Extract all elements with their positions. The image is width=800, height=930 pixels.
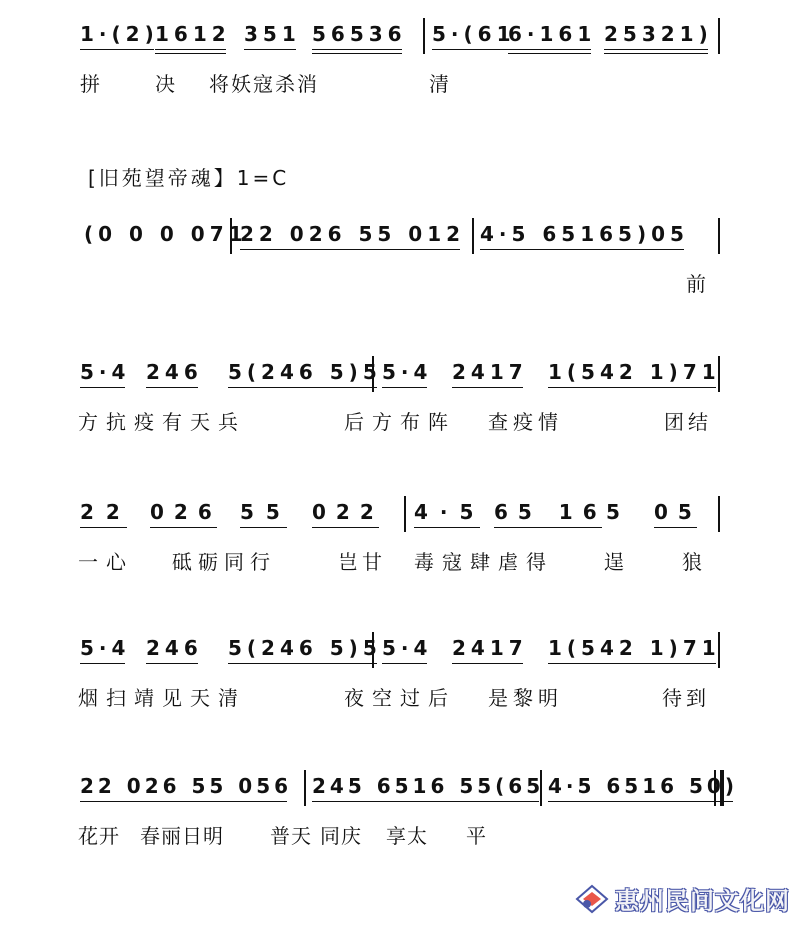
bar-line bbox=[718, 218, 720, 254]
lyric: 一心 bbox=[78, 550, 134, 574]
lyric: 享太 bbox=[386, 824, 428, 848]
lyric: 岂甘 bbox=[338, 550, 386, 574]
note-group: 026 bbox=[150, 500, 222, 524]
site-watermark bbox=[575, 881, 790, 916]
final-bar-thin bbox=[714, 770, 716, 806]
lyric: 花开 bbox=[78, 824, 120, 848]
note-group: 4·5 65165)05 bbox=[480, 222, 689, 246]
note-group: (0 0 0 071 bbox=[84, 222, 248, 246]
note-group: 5·4 bbox=[382, 360, 432, 384]
note-group: 2417 bbox=[452, 636, 528, 660]
bar-line bbox=[372, 632, 374, 668]
note-group: 4·5 bbox=[414, 500, 485, 524]
note-group: 05 bbox=[654, 500, 702, 524]
note-group: 56536 bbox=[312, 22, 407, 46]
notes-row bbox=[0, 222, 800, 258]
note-group: 4·5 6516 50) bbox=[548, 774, 738, 798]
lyric: 待到 bbox=[662, 686, 710, 710]
notes-row bbox=[0, 22, 800, 58]
note-group: 22 026 55 012 bbox=[240, 222, 465, 246]
note-group: 65 16 bbox=[494, 500, 607, 524]
note-group: 5(246 5)5 bbox=[228, 360, 382, 384]
bar-line bbox=[718, 18, 720, 54]
lyric: 方抗疫有天兵 bbox=[78, 410, 246, 434]
note-group: 2417 bbox=[452, 360, 528, 384]
lyric: 逞 bbox=[604, 550, 628, 574]
bar-line bbox=[304, 770, 306, 806]
lyric: 前 bbox=[686, 272, 710, 296]
lyric: 清 bbox=[429, 72, 453, 96]
note-group: 5·4 bbox=[80, 360, 130, 384]
note-group: 5·(61 bbox=[432, 22, 516, 46]
note-group: 5·4 bbox=[382, 636, 432, 660]
bar-line bbox=[718, 356, 720, 392]
lyric: 查疫情 bbox=[488, 410, 563, 434]
note-group: 1·(2) bbox=[80, 22, 159, 46]
bar-line bbox=[540, 770, 542, 806]
lyric: 决 bbox=[155, 72, 179, 96]
lyric: 烟扫靖见天清 bbox=[78, 686, 246, 710]
lyric: 平 bbox=[466, 824, 490, 848]
hzmjwh-logo-icon bbox=[575, 884, 609, 914]
bar-line bbox=[423, 18, 425, 54]
lyric: 狼 bbox=[682, 550, 706, 574]
bar-line bbox=[718, 632, 720, 668]
lyric: 春丽日明 bbox=[140, 824, 224, 848]
lyric: 团结 bbox=[664, 410, 712, 434]
bar-line bbox=[472, 218, 474, 254]
note-group: 1612 bbox=[155, 22, 231, 46]
bar-line bbox=[718, 496, 720, 532]
section-title: [旧苑望帝魂】1=C bbox=[88, 166, 290, 190]
note-group: 245 6516 55(65 bbox=[312, 774, 544, 798]
lyric: 是黎明 bbox=[488, 686, 563, 710]
lyric: 毒寇肆虐得 bbox=[414, 550, 554, 574]
note-group: 22 026 55 056 bbox=[80, 774, 292, 798]
note-group: 22 bbox=[80, 500, 132, 524]
bar-line bbox=[372, 356, 374, 392]
note-group: 1(542 1)71 bbox=[548, 360, 721, 384]
lyric: 普天 bbox=[270, 824, 312, 848]
note-group: 1(542 1)71 bbox=[548, 636, 721, 660]
lyric: 拼 bbox=[80, 72, 104, 96]
notes-row bbox=[0, 360, 800, 396]
note-group: 246 bbox=[146, 636, 203, 660]
lyric: 夜空过后 bbox=[344, 686, 456, 710]
note-group: 022 bbox=[312, 500, 384, 524]
final-bar-thick bbox=[720, 770, 724, 806]
notes-row bbox=[0, 636, 800, 672]
note-group: 5(246 5)5 bbox=[228, 636, 382, 660]
watermark-text: 惠州民间文化网 bbox=[615, 887, 790, 915]
note-group: 246 bbox=[146, 360, 203, 384]
bar-line bbox=[404, 496, 406, 532]
note-group: 55 bbox=[240, 500, 292, 524]
bar-line bbox=[230, 218, 232, 254]
notes-row bbox=[0, 500, 800, 536]
lyric: 后方布阵 bbox=[344, 410, 456, 434]
notes-row bbox=[0, 774, 800, 810]
note-group: 5 bbox=[606, 500, 625, 524]
lyric: 同庆 bbox=[320, 824, 362, 848]
note-group: 6·161 bbox=[508, 22, 596, 46]
lyric: 砥砺同行 bbox=[172, 550, 276, 574]
note-group: 5·4 bbox=[80, 636, 130, 660]
lyric: 将妖寇杀消 bbox=[209, 72, 319, 96]
note-group: 25321) bbox=[604, 22, 713, 46]
note-group: 351 bbox=[244, 22, 301, 46]
